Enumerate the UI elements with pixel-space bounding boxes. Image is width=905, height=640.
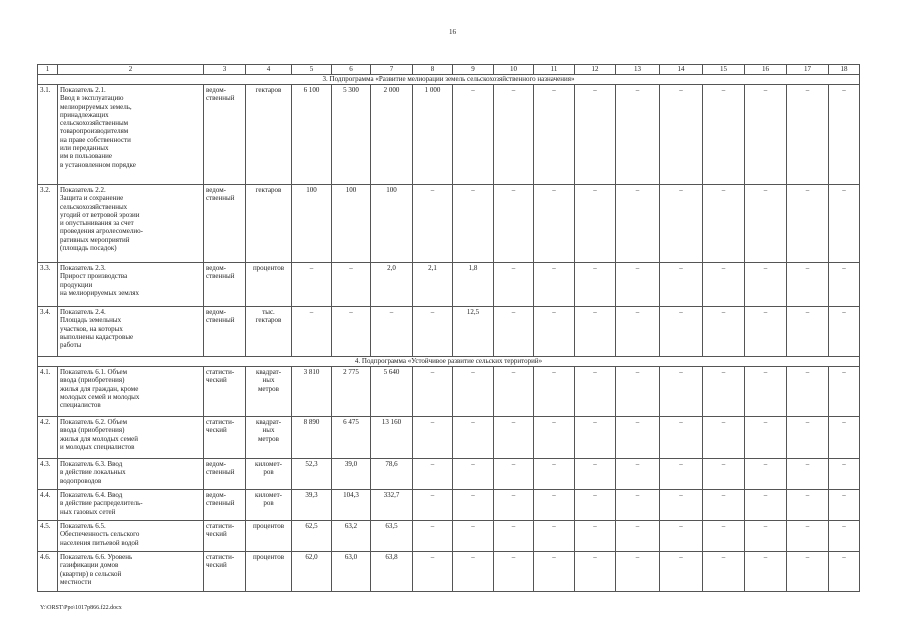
- value-cell: –: [745, 85, 787, 185]
- value-cell: –: [660, 459, 703, 490]
- table-row: [38, 417, 860, 459]
- indicator-name: Показатель 6.5. Обеспеченность сельского населения питьевой водой: [58, 521, 204, 552]
- value-cell: –: [413, 367, 453, 417]
- value-cell: –: [745, 459, 787, 490]
- value-cell: –: [745, 367, 787, 417]
- value-cell: –: [787, 367, 829, 417]
- value-cell: –: [494, 185, 534, 263]
- value-cell: –: [494, 417, 534, 459]
- value-cell: –: [787, 85, 829, 185]
- table-row: [38, 367, 860, 417]
- value-cell: –: [575, 417, 616, 459]
- column-number: 4: [246, 65, 292, 75]
- value-cell: –: [534, 263, 575, 307]
- column-number: 1: [38, 65, 58, 75]
- row-number: 3.3.: [38, 263, 58, 307]
- column-number: 6: [332, 65, 371, 75]
- unit-of-measure: квадрат- ных метров: [246, 367, 292, 417]
- value-cell: –: [616, 85, 660, 185]
- indicator-type: статисти- ческий: [204, 367, 246, 417]
- value-cell: –: [660, 552, 703, 592]
- file-path-footer: Y:\ORST\Ppo\1017p866.f22.docx: [40, 605, 122, 611]
- value-cell: 2,0: [371, 263, 413, 307]
- value-cell: –: [534, 307, 575, 357]
- indicator-name: Показатель 6.1. Объем ввода (приобретения) жилья для граждан, кроме молодых семей и молодых специалистов: [58, 367, 204, 417]
- value-cell: –: [829, 417, 860, 459]
- unit-of-measure: километ- ров: [246, 490, 292, 521]
- value-cell: –: [494, 459, 534, 490]
- value-cell: –: [660, 307, 703, 357]
- value-cell: –: [745, 185, 787, 263]
- column-number: 2: [58, 65, 204, 75]
- value-cell: –: [745, 417, 787, 459]
- unit-of-measure: квадрат- ных метров: [246, 417, 292, 459]
- value-cell: –: [829, 367, 860, 417]
- value-cell: –: [453, 490, 494, 521]
- value-cell: –: [703, 85, 745, 185]
- value-cell: 100: [371, 185, 413, 263]
- column-number: 3: [204, 65, 246, 75]
- value-cell: 5 300: [332, 85, 371, 185]
- column-number-row: [38, 65, 860, 75]
- table-row: [38, 521, 860, 552]
- value-cell: 63,5: [371, 521, 413, 552]
- value-cell: –: [787, 185, 829, 263]
- row-number: 4.6.: [38, 552, 58, 592]
- value-cell: –: [616, 459, 660, 490]
- table-row: [38, 552, 860, 592]
- value-cell: 63,2: [332, 521, 371, 552]
- value-cell: 332,7: [371, 490, 413, 521]
- indicator-type: статисти- ческий: [204, 417, 246, 459]
- indicator-type: ведом- ственный: [204, 490, 246, 521]
- value-cell: –: [575, 307, 616, 357]
- section-title: 3. Подпрограмма «Развитие мелиорации земель сельскохозяйственного назначения»: [38, 75, 860, 85]
- indicator-type: статисти- ческий: [204, 552, 246, 592]
- indicator-type: статисти- ческий: [204, 521, 246, 552]
- value-cell: –: [332, 307, 371, 357]
- value-cell: –: [616, 185, 660, 263]
- value-cell: 2 775: [332, 367, 371, 417]
- value-cell: –: [494, 263, 534, 307]
- value-cell: –: [616, 307, 660, 357]
- value-cell: 100: [292, 185, 332, 263]
- value-cell: –: [575, 552, 616, 592]
- value-cell: –: [703, 490, 745, 521]
- value-cell: –: [660, 85, 703, 185]
- value-cell: –: [575, 367, 616, 417]
- value-cell: 12,5: [453, 307, 494, 357]
- value-cell: –: [829, 521, 860, 552]
- value-cell: –: [829, 185, 860, 263]
- unit-of-measure: тыс. гектаров: [246, 307, 292, 357]
- column-number: 15: [703, 65, 745, 75]
- value-cell: –: [575, 490, 616, 521]
- section-row: [38, 357, 860, 367]
- unit-of-measure: процентов: [246, 552, 292, 592]
- value-cell: –: [575, 263, 616, 307]
- value-cell: –: [534, 417, 575, 459]
- value-cell: –: [829, 459, 860, 490]
- row-number: 4.2.: [38, 417, 58, 459]
- value-cell: –: [332, 263, 371, 307]
- value-cell: –: [660, 367, 703, 417]
- value-cell: –: [292, 263, 332, 307]
- value-cell: –: [745, 521, 787, 552]
- unit-of-measure: гектаров: [246, 185, 292, 263]
- unit-of-measure: гектаров: [246, 85, 292, 185]
- indicator-name: Показатель 6.2. Объем ввода (приобретения) жилья для молодых семей и молодых специалистов: [58, 417, 204, 459]
- table-row: [38, 307, 860, 357]
- row-number: 4.5.: [38, 521, 58, 552]
- value-cell: –: [703, 552, 745, 592]
- row-number: 3.4.: [38, 307, 58, 357]
- value-cell: –: [703, 521, 745, 552]
- section-title: 4. Подпрограмма «Устойчивое развитие сельских территорий»: [38, 357, 860, 367]
- value-cell: –: [616, 552, 660, 592]
- value-cell: 63,8: [371, 552, 413, 592]
- value-cell: 6 475: [332, 417, 371, 459]
- value-cell: –: [829, 263, 860, 307]
- value-cell: 78,6: [371, 459, 413, 490]
- value-cell: –: [660, 185, 703, 263]
- value-cell: –: [534, 185, 575, 263]
- indicator-name: Показатель 6.4. Ввод в действие распределитель- ных газовых сетей: [58, 490, 204, 521]
- row-number: 4.3.: [38, 459, 58, 490]
- value-cell: –: [413, 552, 453, 592]
- value-cell: –: [787, 490, 829, 521]
- value-cell: 1 000: [413, 85, 453, 185]
- value-cell: –: [453, 459, 494, 490]
- column-number: 5: [292, 65, 332, 75]
- value-cell: –: [534, 490, 575, 521]
- value-cell: –: [703, 263, 745, 307]
- value-cell: –: [660, 417, 703, 459]
- indicator-name: Показатель 6.3. Ввод в действие локальных водопроводов: [58, 459, 204, 490]
- value-cell: –: [787, 307, 829, 357]
- value-cell: –: [534, 367, 575, 417]
- value-cell: –: [453, 367, 494, 417]
- value-cell: –: [453, 185, 494, 263]
- indicator-type: ведом- ственный: [204, 307, 246, 357]
- value-cell: –: [575, 459, 616, 490]
- value-cell: –: [453, 552, 494, 592]
- value-cell: 2 000: [371, 85, 413, 185]
- row-number: 4.4.: [38, 490, 58, 521]
- unit-of-measure: процентов: [246, 521, 292, 552]
- value-cell: –: [745, 552, 787, 592]
- value-cell: –: [494, 552, 534, 592]
- column-number: 11: [534, 65, 575, 75]
- value-cell: –: [745, 307, 787, 357]
- value-cell: 100: [332, 185, 371, 263]
- value-cell: –: [745, 490, 787, 521]
- column-number: 18: [829, 65, 860, 75]
- indicators-table: [37, 64, 860, 592]
- value-cell: –: [292, 307, 332, 357]
- value-cell: –: [703, 459, 745, 490]
- value-cell: 6 100: [292, 85, 332, 185]
- value-cell: –: [616, 263, 660, 307]
- column-number: 14: [660, 65, 703, 75]
- value-cell: –: [787, 552, 829, 592]
- value-cell: –: [494, 85, 534, 185]
- indicator-type: ведом- ственный: [204, 459, 246, 490]
- value-cell: –: [413, 490, 453, 521]
- value-cell: 5 640: [371, 367, 413, 417]
- table-row: [38, 263, 860, 307]
- value-cell: –: [745, 263, 787, 307]
- row-number: 3.1.: [38, 85, 58, 185]
- value-cell: –: [575, 85, 616, 185]
- value-cell: –: [453, 85, 494, 185]
- value-cell: –: [453, 521, 494, 552]
- value-cell: 63,0: [332, 552, 371, 592]
- value-cell: –: [413, 417, 453, 459]
- indicator-type: ведом- ственный: [204, 263, 246, 307]
- indicator-name: Показатель 2.1. Ввод в эксплуатацию мелиорируемых земель, принадлежащих сельскохозяйственным товаропроизводителям на праве собственности или переданных им в пользование в установленном порядке: [58, 85, 204, 185]
- value-cell: 13 160: [371, 417, 413, 459]
- table-row: [38, 85, 860, 185]
- value-cell: –: [703, 185, 745, 263]
- value-cell: –: [787, 459, 829, 490]
- value-cell: 104,3: [332, 490, 371, 521]
- value-cell: –: [494, 490, 534, 521]
- table-row: [38, 185, 860, 263]
- indicator-type: ведом- ственный: [204, 85, 246, 185]
- value-cell: –: [494, 307, 534, 357]
- value-cell: –: [534, 85, 575, 185]
- value-cell: 39,0: [332, 459, 371, 490]
- value-cell: –: [575, 521, 616, 552]
- value-cell: –: [575, 185, 616, 263]
- value-cell: –: [494, 367, 534, 417]
- unit-of-measure: километ- ров: [246, 459, 292, 490]
- value-cell: –: [660, 263, 703, 307]
- value-cell: 39,3: [292, 490, 332, 521]
- value-cell: –: [616, 417, 660, 459]
- value-cell: –: [829, 307, 860, 357]
- table-row: [38, 490, 860, 521]
- indicator-type: ведом- ственный: [204, 185, 246, 263]
- value-cell: 8 890: [292, 417, 332, 459]
- column-number: 9: [453, 65, 494, 75]
- value-cell: 62,5: [292, 521, 332, 552]
- column-number: 10: [494, 65, 534, 75]
- page-number: 16: [449, 28, 456, 36]
- value-cell: –: [829, 552, 860, 592]
- value-cell: –: [703, 307, 745, 357]
- value-cell: –: [829, 490, 860, 521]
- indicator-name: Показатель 2.2. Защита и сохранение сельскохозяйственных угодий от ветровой эрозии и опустынивания за счет проведения агролесомелио- ративных мероприятий (площадь посадок): [58, 185, 204, 263]
- section-row: [38, 75, 860, 85]
- value-cell: –: [534, 521, 575, 552]
- value-cell: 52,3: [292, 459, 332, 490]
- value-cell: –: [660, 521, 703, 552]
- value-cell: –: [703, 417, 745, 459]
- value-cell: –: [494, 521, 534, 552]
- row-number: 3.2.: [38, 185, 58, 263]
- indicator-name: Показатель 2.3. Прирост производства продукции на мелиорируемых землях: [58, 263, 204, 307]
- value-cell: 3 810: [292, 367, 332, 417]
- column-number: 17: [787, 65, 829, 75]
- value-cell: 62,0: [292, 552, 332, 592]
- column-number: 13: [616, 65, 660, 75]
- value-cell: 2,1: [413, 263, 453, 307]
- value-cell: –: [616, 367, 660, 417]
- value-cell: –: [787, 521, 829, 552]
- indicator-name: Показатель 2.4. Площадь земельных участков, на которых выполнены кадастровые работы: [58, 307, 204, 357]
- value-cell: 1,8: [453, 263, 494, 307]
- value-cell: –: [616, 490, 660, 521]
- value-cell: –: [453, 417, 494, 459]
- value-cell: –: [787, 417, 829, 459]
- value-cell: –: [413, 307, 453, 357]
- table-row: [38, 459, 860, 490]
- value-cell: –: [413, 185, 453, 263]
- column-number: 8: [413, 65, 453, 75]
- value-cell: –: [413, 521, 453, 552]
- value-cell: –: [413, 459, 453, 490]
- value-cell: –: [534, 552, 575, 592]
- column-number: 12: [575, 65, 616, 75]
- indicator-name: Показатель 6.6. Уровень газификации домов (квартир) в сельской местности: [58, 552, 204, 592]
- value-cell: –: [703, 367, 745, 417]
- column-number: 7: [371, 65, 413, 75]
- value-cell: –: [616, 521, 660, 552]
- value-cell: –: [660, 490, 703, 521]
- unit-of-measure: процентов: [246, 263, 292, 307]
- row-number: 4.1.: [38, 367, 58, 417]
- value-cell: –: [534, 459, 575, 490]
- column-number: 16: [745, 65, 787, 75]
- value-cell: –: [371, 307, 413, 357]
- value-cell: –: [787, 263, 829, 307]
- value-cell: –: [829, 85, 860, 185]
